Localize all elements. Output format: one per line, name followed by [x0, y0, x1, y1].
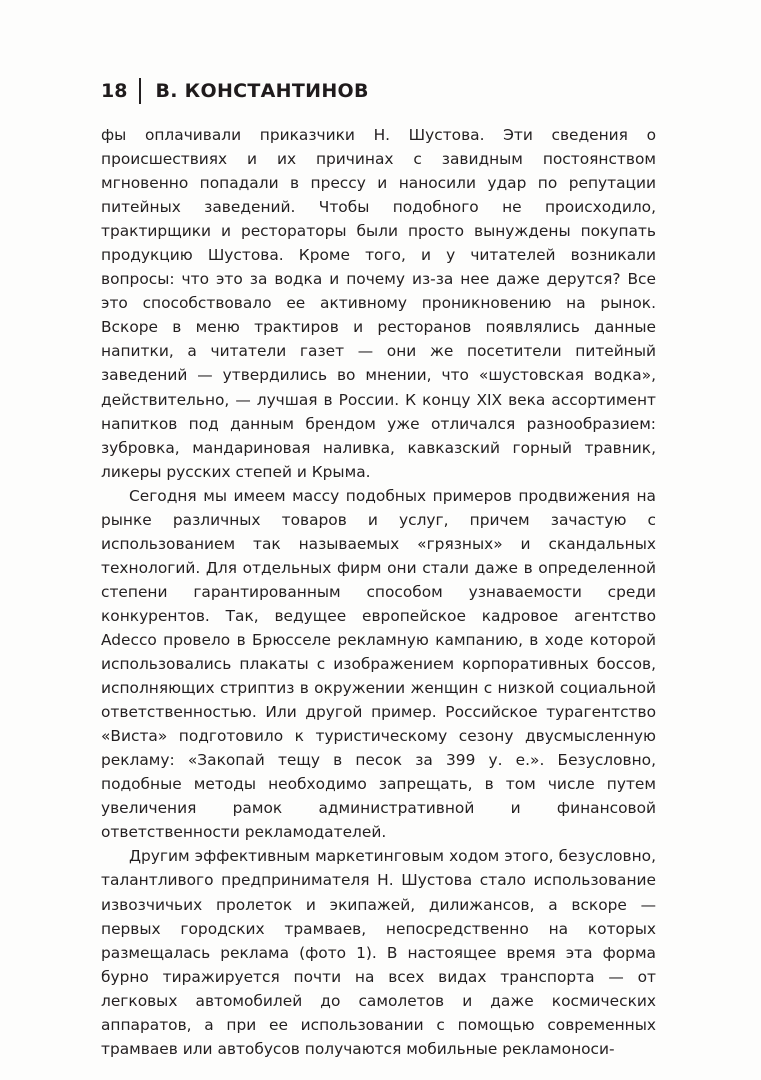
body-text: [101, 123, 656, 1061]
author-name: В. КОНСТАНТИНОВ: [155, 80, 369, 102]
running-head: [101, 76, 369, 106]
header-divider: [139, 78, 141, 104]
paragraph-2: Сегодня мы имеем массу подобных примеров продвижения на рынке различных товаров и услуг, причем зачастую с использованием так называемых «грязных» и скандальных технологий. Для отдельных фирм они стали даже в определенной степени гарантированным способом узнаваемости среди конкурентов. Так, ведущее европейское кадровое агентство Adecco провело в Брюсселе рекламную кампанию, в ходе которой использовались плакаты с изображением корпоративных боссов, исполняющих стриптиз в окружении женщин с низкой социальной ответственностью. Или другой пример. Российское турагентство «Виста» подготовило к туристическому сезону двусмысленную рекламу: «Закопай тещу в песок за 399 у. е.». Безусловно, подобные методы необходимо запрещать, в том числе путем увеличения рамок административной и финансовой ответственности рекламодателей.: [101, 486, 656, 842]
paragraph-3: Другим эффективным маркетинговым ходом этого, безусловно, талантливого предпринимателя Н. Шустова стало использование извозчичьих пролеток и экипажей, дилижансов, а вскоре — первых городских трамваев, непосредственно на которых размещалась реклама (фото 1). В настоящее время эта форма бурно тиражируется почти на всех видах транспорта — от легковых автомобилей до самолетов и даже космических аппаратов, а при ее использовании с помощью современных трамваев или автобусов получаются мобильные рекламоноси-: [101, 847, 656, 1058]
page-number: 18: [101, 80, 128, 102]
paragraph-1: фы оплачивали приказчики Н. Шустова. Эти сведения о происшествиях и их причинах с завидным постоянством мгновенно попадали в прессу и наносили удар по репутации питейных заведений. Чтобы подобного не происходило, трактирщики и рестораторы были просто вынуждены покупать продукцию Шустова. Кроме того, и у читателей возникали вопросы: что это за водка и почему из-за нее даже дерутся? Все это способствовало ее активному проникновению на рынок. Вскоре в меню трактиров и ресторанов появлялись данные напитки, а читатели газет — они же посетители питейный заведений — утвердились во мнении, что «шустовская водка», действительно, — лучшая в России. К концу XIX века ассортимент напитков под данным брендом уже отличался разнообразием: зубровка, мандариновая наливка, кавказский горный травник, ликеры русских степей и Крыма.: [101, 126, 656, 481]
